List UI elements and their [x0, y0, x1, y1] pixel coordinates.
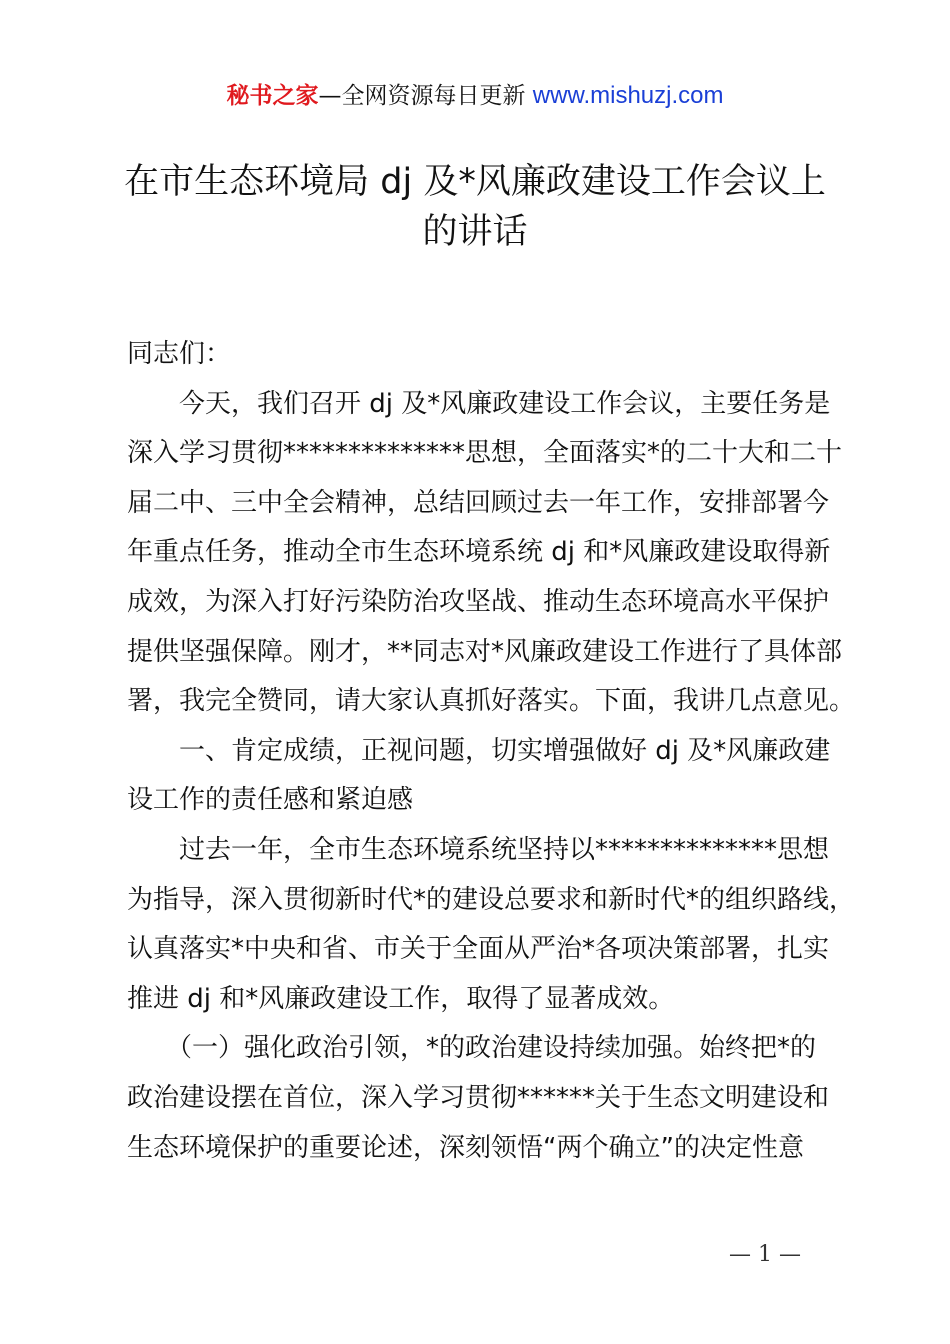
document-title: [110, 157, 840, 257]
body-line: 政治建设摆在首位，深入学习贯彻******关于生态文明建设和: [127, 1082, 830, 1113]
body-line: 今天，我们召开 dj 及*风廉政建设工作会议，主要任务是: [127, 388, 831, 419]
document-body: [127, 330, 856, 1173]
salutation: 同志们：: [127, 339, 232, 369]
title-line-2: 的讲话: [422, 212, 528, 252]
body-line: 年重点任务，推动全市生态环境系统 dj 和*风廉政建设取得新: [127, 537, 831, 568]
body-line: 过去一年，全市生态环境系统坚持以**************思想: [127, 834, 830, 865]
section-heading-line: 设工作的责任感和紧迫感: [127, 785, 414, 816]
body-line: 为指导，深入贯彻新时代*的建设总要求和新时代*的组织路线，: [127, 884, 856, 915]
body-line: 生态环境保护的重要论述，深刻领悟“两个确立”的决定性意: [127, 1132, 804, 1163]
site-url-link[interactable]: www.mishuzj.com: [532, 82, 724, 109]
body-line: （一）强化政治引领，*的政治建设持续加强。始终把*的: [127, 1033, 817, 1064]
body-line: 届二中、三中全会精神，总结回顾过去一年工作，安排部署今: [127, 487, 830, 518]
body-line: 推进 dj 和*风廉政建设工作，取得了显著成效。: [127, 983, 675, 1014]
title-line-1: 在市生态环境局 dj 及*风廉政建设工作会议上: [124, 162, 826, 202]
brand-name: 秘书之家: [226, 83, 319, 109]
page-number: — 1 —: [729, 1242, 801, 1267]
body-line: 深入学习贯彻**************思想，全面落实*的二十大和二十: [127, 438, 843, 469]
body-line: 成效，为深入打好污染防治攻坚战、推动生态环境高水平保护: [127, 586, 830, 617]
section-heading-line: 一、肯定成绩，正视问题，切实增强做好 dj 及*风廉政建: [127, 735, 831, 766]
site-header: [0, 80, 950, 112]
body-line: 认真落实*中央和省、市关于全面从严治*各项决策部署，扎实: [127, 934, 830, 965]
body-line: 提供坚强保障。刚才，**同志对*风廉政建设工作进行了具体部: [127, 636, 843, 667]
header-slogan: —全网资源每日更新: [318, 83, 526, 109]
body-line: 署，我完全赞同，请大家认真抓好落实。下面，我讲几点意见。: [127, 686, 856, 717]
